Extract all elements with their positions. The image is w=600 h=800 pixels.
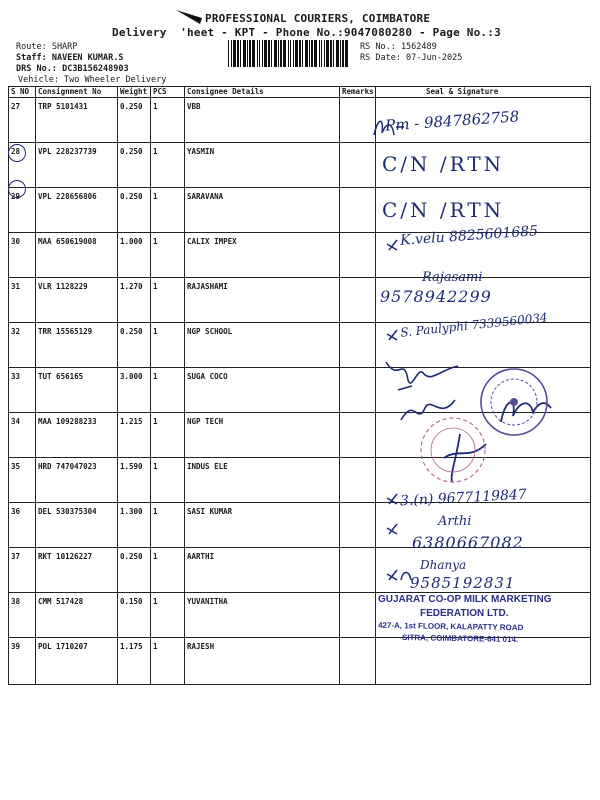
cell-consignment: DEL 530375304	[36, 503, 118, 548]
staff-label: Staff:	[16, 53, 47, 63]
barcode-bar	[340, 40, 341, 67]
drs-line	[16, 64, 129, 75]
fold-mark	[176, 8, 204, 28]
barcode-bar	[333, 40, 334, 67]
col-header-remarks: Remarks	[340, 87, 376, 98]
cell-pcs: 1	[151, 143, 185, 188]
round-seal-stamp	[478, 366, 550, 438]
handwritten-note: Dhanya	[420, 558, 467, 572]
cell-consignment: VPL 228656806	[36, 188, 118, 233]
cell-pcs: 1	[151, 233, 185, 278]
staff-name: NAVEEN KUMAR.S	[51, 53, 124, 63]
handwritten-note: Pm - 9847862758	[384, 107, 520, 135]
stamp-line: GUJARAT CO-OP MILK MARKETING	[378, 594, 552, 605]
cell-consignee: CALIX IMPEX	[185, 233, 340, 278]
barcode-bar	[268, 40, 270, 67]
cell-weight: 1.590	[118, 458, 151, 503]
cell-sno: 29	[9, 188, 36, 233]
cell-consignee: VBB	[185, 98, 340, 143]
rs-number: RS No.: 1562489	[360, 42, 437, 52]
barcode-bar	[290, 40, 291, 67]
barcode-bar	[288, 40, 289, 67]
stamp-line: FEDERATION LTD.	[420, 608, 509, 619]
col-header-weight: Weight	[118, 87, 151, 98]
cell-pcs: 1	[151, 458, 185, 503]
cell-weight: 3.000	[118, 368, 151, 413]
cell-remarks	[340, 458, 376, 503]
barcode-bar	[305, 40, 308, 67]
barcode-bar	[264, 40, 267, 67]
cell-consignment: TUT 656165	[36, 368, 118, 413]
signature-scribble	[385, 520, 405, 536]
barcode-bar	[252, 40, 255, 67]
cell-sno: 30	[9, 233, 36, 278]
signature-scribble	[385, 490, 405, 506]
signature-scribble	[385, 566, 415, 584]
cell-weight: 0.250	[118, 188, 151, 233]
barcode-bar	[319, 40, 320, 67]
cell-pcs: 1	[151, 188, 185, 233]
cell-consignee: SUGA COCO	[185, 368, 340, 413]
barcode-bar	[314, 40, 317, 67]
handwritten-note: 3.(n) 9677119847	[399, 486, 528, 510]
handwritten-note: C/N /RTN	[382, 198, 505, 222]
stamp-line: SITRA, COIMBATORE-641 014.	[401, 632, 519, 645]
barcode-bar	[336, 40, 339, 67]
handwritten-note: 6380667082	[412, 533, 524, 552]
barcode-bar	[257, 40, 258, 67]
cell-sno: 33	[9, 368, 36, 413]
cell-consignment: POL 1710207	[36, 638, 118, 685]
cell-consignee: INDUS ELE	[185, 458, 340, 503]
barcode-bar	[247, 40, 248, 67]
rs-date: RS Date: 07-Jun-2025	[360, 53, 463, 63]
cell-remarks	[340, 368, 376, 413]
cell-sno: 36	[9, 503, 36, 548]
cell-consignment: VPL 228237739	[36, 143, 118, 188]
cell-sno: 28	[9, 143, 36, 188]
cell-pcs: 1	[151, 503, 185, 548]
cell-remarks	[340, 413, 376, 458]
cell-pcs: 1	[151, 413, 185, 458]
cell-weight: 0.250	[118, 548, 151, 593]
cell-remarks	[340, 548, 376, 593]
cell-consignee: NGP TECH	[185, 413, 340, 458]
drs-number: DC3B156248903	[62, 64, 129, 74]
page-title: PROFESSIONAL COURIERS, COIMBATORE	[205, 12, 431, 25]
cell-remarks	[340, 143, 376, 188]
handwritten-note: 9578942299	[380, 287, 492, 306]
cell-sno: 35	[9, 458, 36, 503]
cell-sno: 31	[9, 278, 36, 323]
cell-consignment: TRP 5101431	[36, 98, 118, 143]
signature-scribble	[385, 236, 405, 252]
cell-remarks	[340, 323, 376, 368]
cell-consignee: SASI KUMAR	[185, 503, 340, 548]
barcode-bar	[249, 40, 251, 67]
table-row	[9, 638, 591, 685]
handwritten-note: S. Paulyphi 7339560034	[399, 310, 549, 340]
sheet-subtitle: Delivery 'heet - KPT - Phone No.:9047080280 - Page No.:3	[112, 26, 501, 39]
table-row	[9, 323, 591, 368]
vehicle-text: Vehicle: Two Wheeler Delivery	[18, 75, 167, 85]
cell-sno: 38	[9, 593, 36, 638]
handwritten-note: Rajasami	[422, 270, 483, 285]
cell-pcs: 1	[151, 548, 185, 593]
cell-remarks	[340, 188, 376, 233]
cell-consignee: AARTHI	[185, 548, 340, 593]
barcode-bar	[324, 40, 325, 67]
cell-weight: 1.215	[118, 413, 151, 458]
staff-line	[16, 53, 124, 64]
cell-weight: 0.250	[118, 143, 151, 188]
cell-consignee: NGP SCHOOL	[185, 323, 340, 368]
barcode-bar	[295, 40, 298, 67]
cell-remarks	[340, 233, 376, 278]
barcode-bar	[271, 40, 272, 67]
cell-remarks	[340, 638, 376, 685]
barcode-bar	[240, 40, 241, 67]
cell-consignee: RAJESH	[185, 638, 340, 685]
barcode-bar	[259, 40, 260, 67]
cell-consignment: MAA 109288233	[36, 413, 118, 458]
cell-consignee: SARAVANA	[185, 188, 340, 233]
cell-pcs: 1	[151, 638, 185, 685]
cell-pcs: 1	[151, 278, 185, 323]
barcode-bar	[283, 40, 286, 67]
col-header-pcs: PCS	[151, 87, 185, 98]
barcode-bar	[345, 40, 348, 67]
barcode	[228, 40, 352, 67]
drs-label: DRS No.:	[16, 64, 57, 74]
cell-consignee: YASMIN	[185, 143, 340, 188]
cell-remarks	[340, 503, 376, 548]
cell-pcs: 1	[151, 98, 185, 143]
cell-sno: 34	[9, 413, 36, 458]
cell-weight: 1.000	[118, 233, 151, 278]
stamp-line: 427-A, 1st FLOOR, KALAPATTY ROAD	[377, 620, 524, 633]
barcode-bar	[280, 40, 282, 67]
cell-pcs: 1	[151, 368, 185, 413]
cell-weight: 1.270	[118, 278, 151, 323]
barcode-bar	[278, 40, 279, 67]
cell-consignee: YUVANITHA	[185, 593, 340, 638]
barcode-bar	[243, 40, 246, 67]
cell-consignee: RAJASHAMI	[185, 278, 340, 323]
barcode-bar	[330, 40, 332, 67]
col-header-sno: S NO	[9, 87, 36, 98]
round-seal-stamp	[418, 415, 488, 485]
barcode-bar	[321, 40, 322, 67]
cell-consignment: TRR 15565129	[36, 323, 118, 368]
col-header-consignment: Consignment No	[36, 87, 118, 98]
cell-consignment: CMM 517428	[36, 593, 118, 638]
barcode-bar	[299, 40, 301, 67]
cell-sno: 39	[9, 638, 36, 685]
cell-consignment: MAA 650619008	[36, 233, 118, 278]
cell-consignment: VLR 1128229	[36, 278, 118, 323]
cell-weight: 0.150	[118, 593, 151, 638]
cell-remarks	[340, 278, 376, 323]
barcode-bar	[326, 40, 329, 67]
circle-mark	[8, 144, 26, 162]
col-header-signature: Seal & Signature	[376, 87, 591, 98]
cell-signature	[376, 638, 591, 685]
table-header-row	[9, 87, 591, 98]
signature-scribble	[385, 326, 405, 342]
cell-consignment: HRD 747047023	[36, 458, 118, 503]
cell-weight: 0.250	[118, 323, 151, 368]
handwritten-note: 9585192831	[410, 574, 516, 592]
barcode-bar	[231, 40, 232, 67]
barcode-bar	[262, 40, 263, 67]
cell-pcs: 1	[151, 323, 185, 368]
barcode-bar	[293, 40, 294, 67]
cell-weight: 1.175	[118, 638, 151, 685]
handwritten-note: C/N /RTN	[382, 152, 505, 176]
handwritten-note: Arthi	[438, 514, 472, 529]
barcode-bar	[237, 40, 239, 67]
barcode-bar	[228, 40, 229, 67]
barcode-bar	[274, 40, 277, 67]
col-header-consignee: Consignee Details	[185, 87, 340, 98]
barcode-bar	[302, 40, 303, 67]
barcode-bar	[233, 40, 236, 67]
signature-scribble	[370, 115, 410, 143]
cell-pcs: 1	[151, 593, 185, 638]
circle-mark	[8, 180, 26, 198]
barcode-bar	[309, 40, 310, 67]
cell-sno: 37	[9, 548, 36, 593]
handwritten-note: K.velu 8825601685	[399, 223, 539, 249]
cell-sno: 32	[9, 323, 36, 368]
cell-remarks	[340, 593, 376, 638]
barcode-bar	[311, 40, 313, 67]
cell-sno: 27	[9, 98, 36, 143]
cell-weight: 0.250	[118, 98, 151, 143]
route-text: Route: SHARP	[16, 42, 78, 52]
barcode-bar	[342, 40, 344, 67]
cell-consignment: RKT 10126227	[36, 548, 118, 593]
cell-weight: 1.300	[118, 503, 151, 548]
